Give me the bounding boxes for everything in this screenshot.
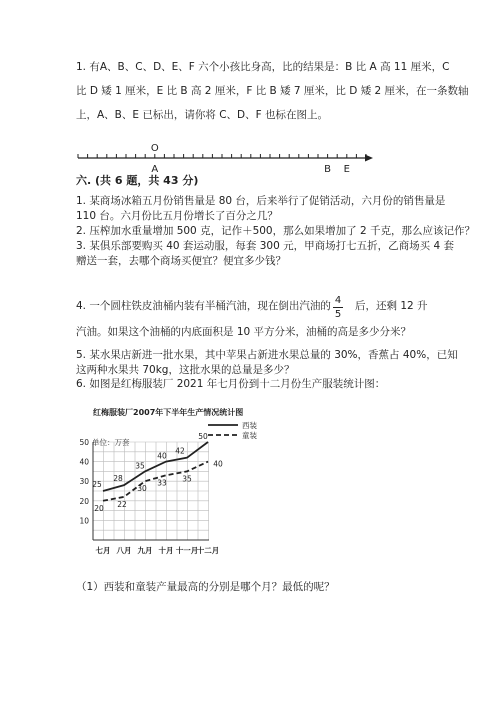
chart-y-tick-label: 50: [79, 438, 89, 447]
q1-line-2: 比 D 矮 1 厘米，E 比 B 高 2 厘米，F 比 B 矮 7 厘米，比 D 矮 2 厘米，在一条数轴: [76, 85, 469, 97]
number-line-origin-label: O: [150, 143, 159, 154]
chart-unit-label: 单位：万套: [92, 438, 130, 447]
chart-series-line-1: [103, 442, 208, 494]
chart-x-tick-label: 十月: [158, 546, 174, 555]
chart-x-tick-label: 七月: [95, 546, 111, 555]
problem-3-line-1: 3. 某俱乐部要购买 40 套运动服，每套 300 元，甲商场打七五折，乙商场买 4 套: [76, 240, 454, 252]
chart-y-tick-label: 10: [79, 516, 89, 526]
chart-data-label-series-2: 33: [157, 478, 167, 488]
chart-data-label-series-2: 40: [213, 459, 223, 469]
chart-data-label-series-2: 35: [182, 474, 192, 484]
chart-y-tick-label: 30: [79, 477, 89, 487]
chart-data-label-series-2: 20: [94, 503, 104, 513]
problem-4-line-2: 汽油。如果这个油桶的内底面积是 10 平方分米，油桶的高是多少分米？: [76, 326, 412, 338]
chart-data-label-series-1: 42: [175, 446, 185, 456]
q1-line-1: 1. 有A、B、C、D、E、F 六个小孩比身高，比的结果是：B 比 A 高 11 厘米，C: [76, 61, 450, 73]
number-line-label-e: E: [343, 164, 350, 175]
problem-5-line-1: 5. 某水果店新进一批水果，其中苹果占新进水果总量的 30%，香蕉占 40%，已知: [76, 349, 458, 361]
fraction-numerator: 4: [334, 295, 342, 306]
problem-1-line-1: 1. 某商场冰箱五月份销售量是 80 台，后来举行了促销活动，六月份的销售量是: [76, 195, 446, 207]
chart-x-tick-label: 十一月: [175, 546, 199, 555]
chart-data-label-series-2: 22: [117, 499, 127, 509]
problem-4-line-1: 4. 一个圆柱铁皮油桶内装有半桶汽油，现在倒出汽油的: [76, 300, 331, 312]
chart-title: 红梅服装厂2007年下半年生产情况统计图: [93, 408, 244, 417]
number-line-label-a: A: [151, 164, 159, 175]
chart-x-tick-label: 十二月: [196, 546, 220, 555]
chart-data-label-series-2: 30: [137, 484, 147, 494]
chart-data-label-series-1: 28: [113, 474, 123, 484]
chart-x-tick-label: 八月: [116, 546, 132, 555]
problem-4-line-1-end: 后，还剩 12 升: [355, 300, 428, 312]
q1-line-3: 上，A、B、E 已标出，请你将 C、D、F 也标在图上。: [76, 109, 328, 121]
number-line-label-b: B: [324, 164, 332, 175]
chart-data-label-series-1: 40: [157, 451, 167, 461]
chart-data-label-series-1: 35: [135, 461, 145, 471]
chart-legend-label-2: 童装: [242, 431, 257, 440]
problem-5-line-2: 这两种水果共 70kg，这批水果的总量是多少？: [76, 364, 295, 376]
chart-x-tick-label: 九月: [137, 546, 153, 555]
section-title: 六. (共 6 题，共 43 分): [76, 174, 199, 187]
chart-data-label-series-1: 25: [92, 480, 102, 489]
problem-2: 2. 压榨加水重量增加 500 克，记作＋500，那么如果增加了 2 千克，那么应该记作？: [76, 225, 475, 237]
problem-3-line-2: 赠送一套，去哪个商场买便宜？便宜多少钱？: [76, 255, 286, 267]
fraction-denominator: 5: [334, 309, 342, 320]
problem-6: 6. 如图是红梅服装厂 2021 年七月份到十二月份生产服装统计图：: [76, 378, 386, 390]
chart-legend-label-1: 西装: [242, 421, 257, 430]
chart-data-label-series-1: 50: [198, 432, 208, 441]
chart-y-tick-label: 40: [79, 457, 89, 467]
chart-y-tick-label: 20: [79, 496, 89, 506]
question-6-1: （1）西装和童装产量最高的分别是哪个月？最低的呢？: [76, 581, 335, 593]
problem-1-line-2: 110 台。六月份比五月份增长了百分之几？: [76, 210, 278, 222]
